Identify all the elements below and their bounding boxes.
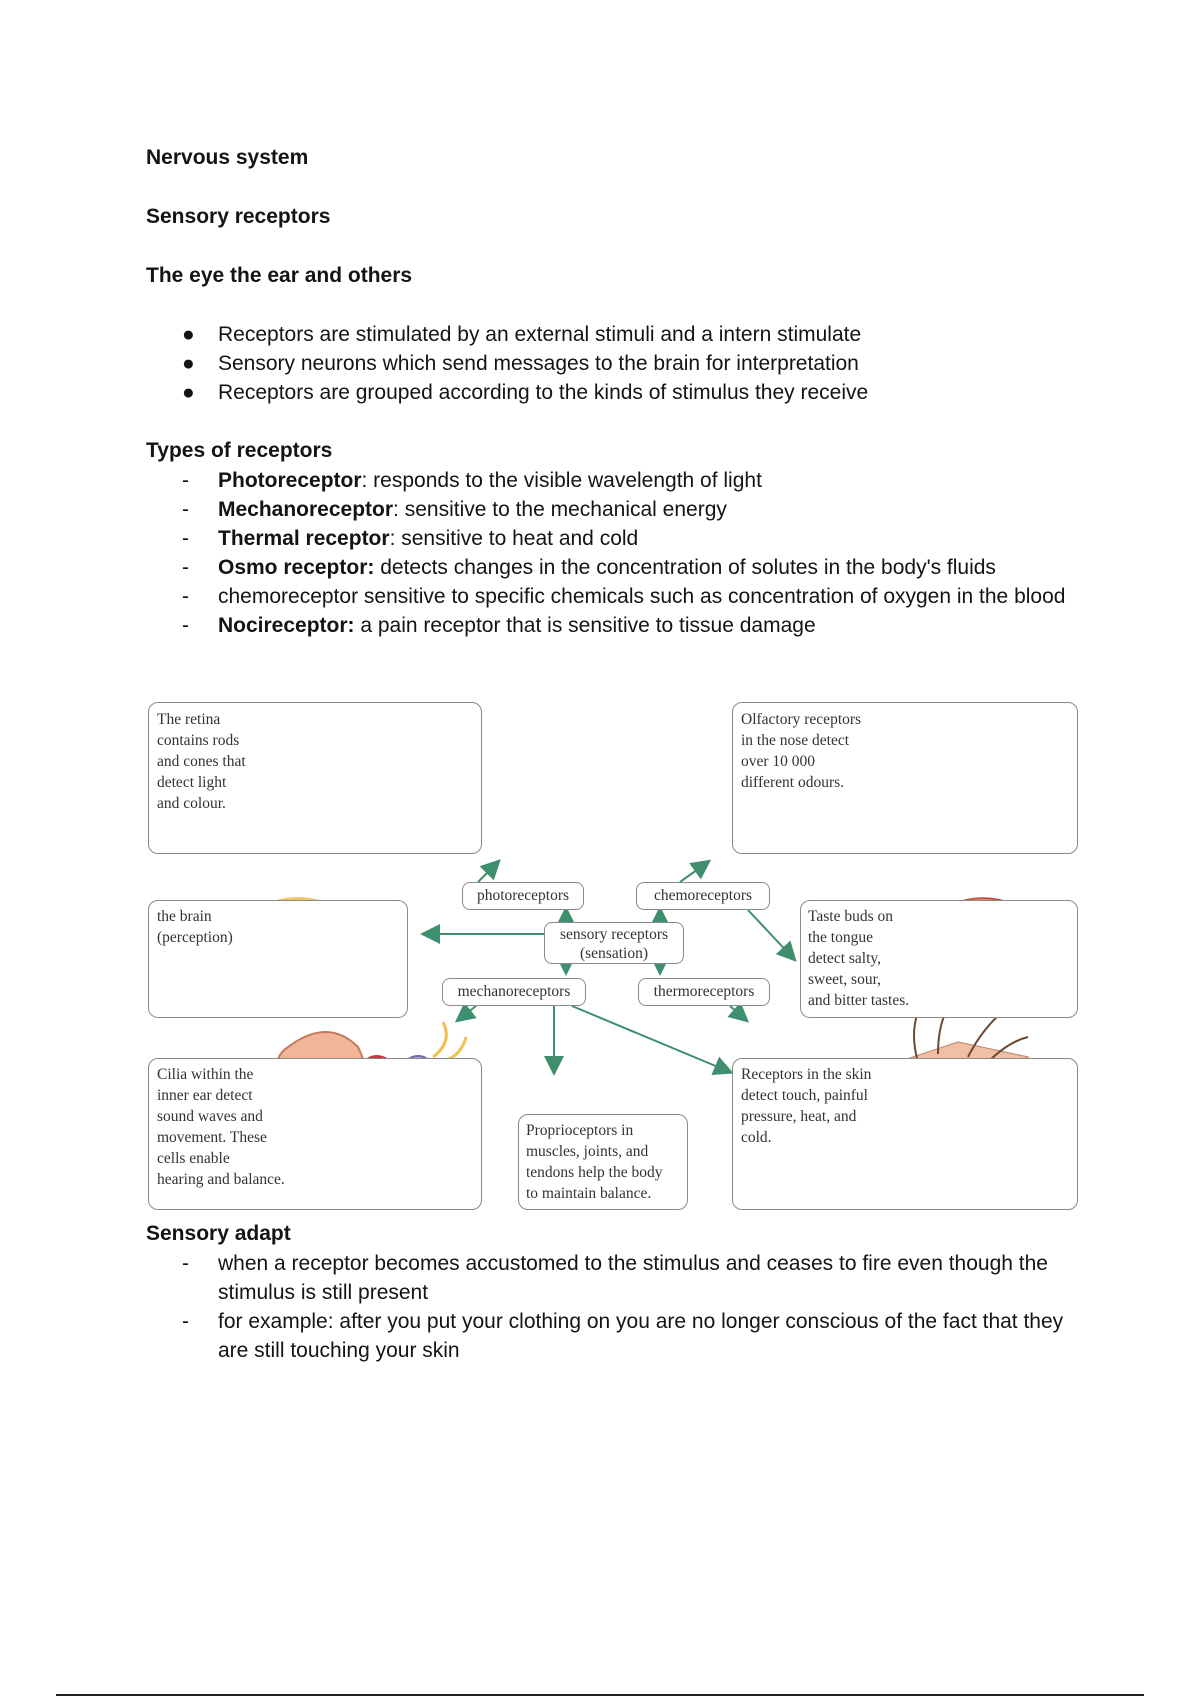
proprioceptors-caption: Proprioceptors in muscles, joints, and tendons help the body to maintain balance. [526,1122,663,1202]
list-item: ● Receptors are grouped according to the kinds of stimulus they receive [146,378,868,407]
list-item: - Photoreceptor: responds to the visible wavelength of light [182,469,762,492]
list-item: ● Sensory neurons which send messages to the brain for interpretation [146,349,868,378]
mechanoreceptors-label: mechanoreceptors [442,978,586,1006]
list-item: ● Receptors are stimulated by an external stimuli and a intern stimulate [146,320,868,349]
list-item: - Nocireceptor: a pain receptor that is sensitive to tissue damage [182,614,816,637]
photoreceptors-label: photoreceptors [462,882,584,910]
bullet-icon: ● [182,381,195,404]
chemoreceptors-label: chemoreceptors [636,882,770,910]
arrow-chemo-to-tongue [748,910,794,959]
list-item: - when a receptor becomes accustomed to the stimulus and ceases to fire even though the stimulus is still present [182,1252,1048,1304]
bullet-icon: ● [182,352,195,375]
list-item: - chemoreceptor sensitive to specific chemicals such as concentration of oxygen in the blood [182,585,1066,608]
brain-caption: the brain (perception) [157,908,233,946]
sensory-receptors-diagram [148,702,1080,1214]
arrow-thermo-to-skin [730,1006,746,1020]
receptor-types-list [146,466,1086,640]
tongue-caption: Taste buds on the tongue detect salty, sweet, sour, and bitter tastes. [808,908,910,1009]
sensory-adapt-heading: Sensory adapt [146,1222,291,1245]
sensory-adapt-list [146,1249,1086,1365]
bullet-icon: ● [182,323,195,346]
sensory-receptors-label: sensory receptors (sensation) [544,922,684,964]
list-item: - for example: after you put your clothing on you are no longer conscious of the fact that they are still touching your skin [182,1310,1064,1362]
list-item: - Mechanoreceptor: sensitive to the mechanical energy [182,498,727,521]
types-heading: Types of receptors [146,439,333,462]
nose-caption: Olfactory receptors in the nose detect over 10 000 different odours. [741,711,862,791]
section-heading-eye-ear: The eye the ear and others [146,264,413,287]
arrow-mechano-to-ear [458,1006,476,1020]
skin-caption: Receptors in the skin detect touch, painful pressure, heat, and cold. [741,1066,872,1146]
arrow-mechano-to-skin [572,1006,730,1072]
list-item: - Thermal receptor: sensitive to heat and cold [182,527,639,550]
arrow-chemo-to-nose [680,862,708,882]
page-subtitle: Sensory receptors [146,205,331,228]
page-title: Nervous system [146,146,309,169]
thermoreceptors-label: thermoreceptors [638,978,770,1006]
page-footer-rule [56,1694,1144,1696]
arrow-photo-to-eye [478,862,498,882]
eye-caption: The retina contains rods and cones that detect light and colour. [157,711,246,812]
intro-bullet-list [146,320,868,407]
list-item: - Osmo receptor: detects changes in the concentration of solutes in the body's fluids [182,556,996,579]
ear-caption: Cilia within the inner ear detect sound waves and movement. These cells enable hearing and balance. [157,1066,285,1188]
